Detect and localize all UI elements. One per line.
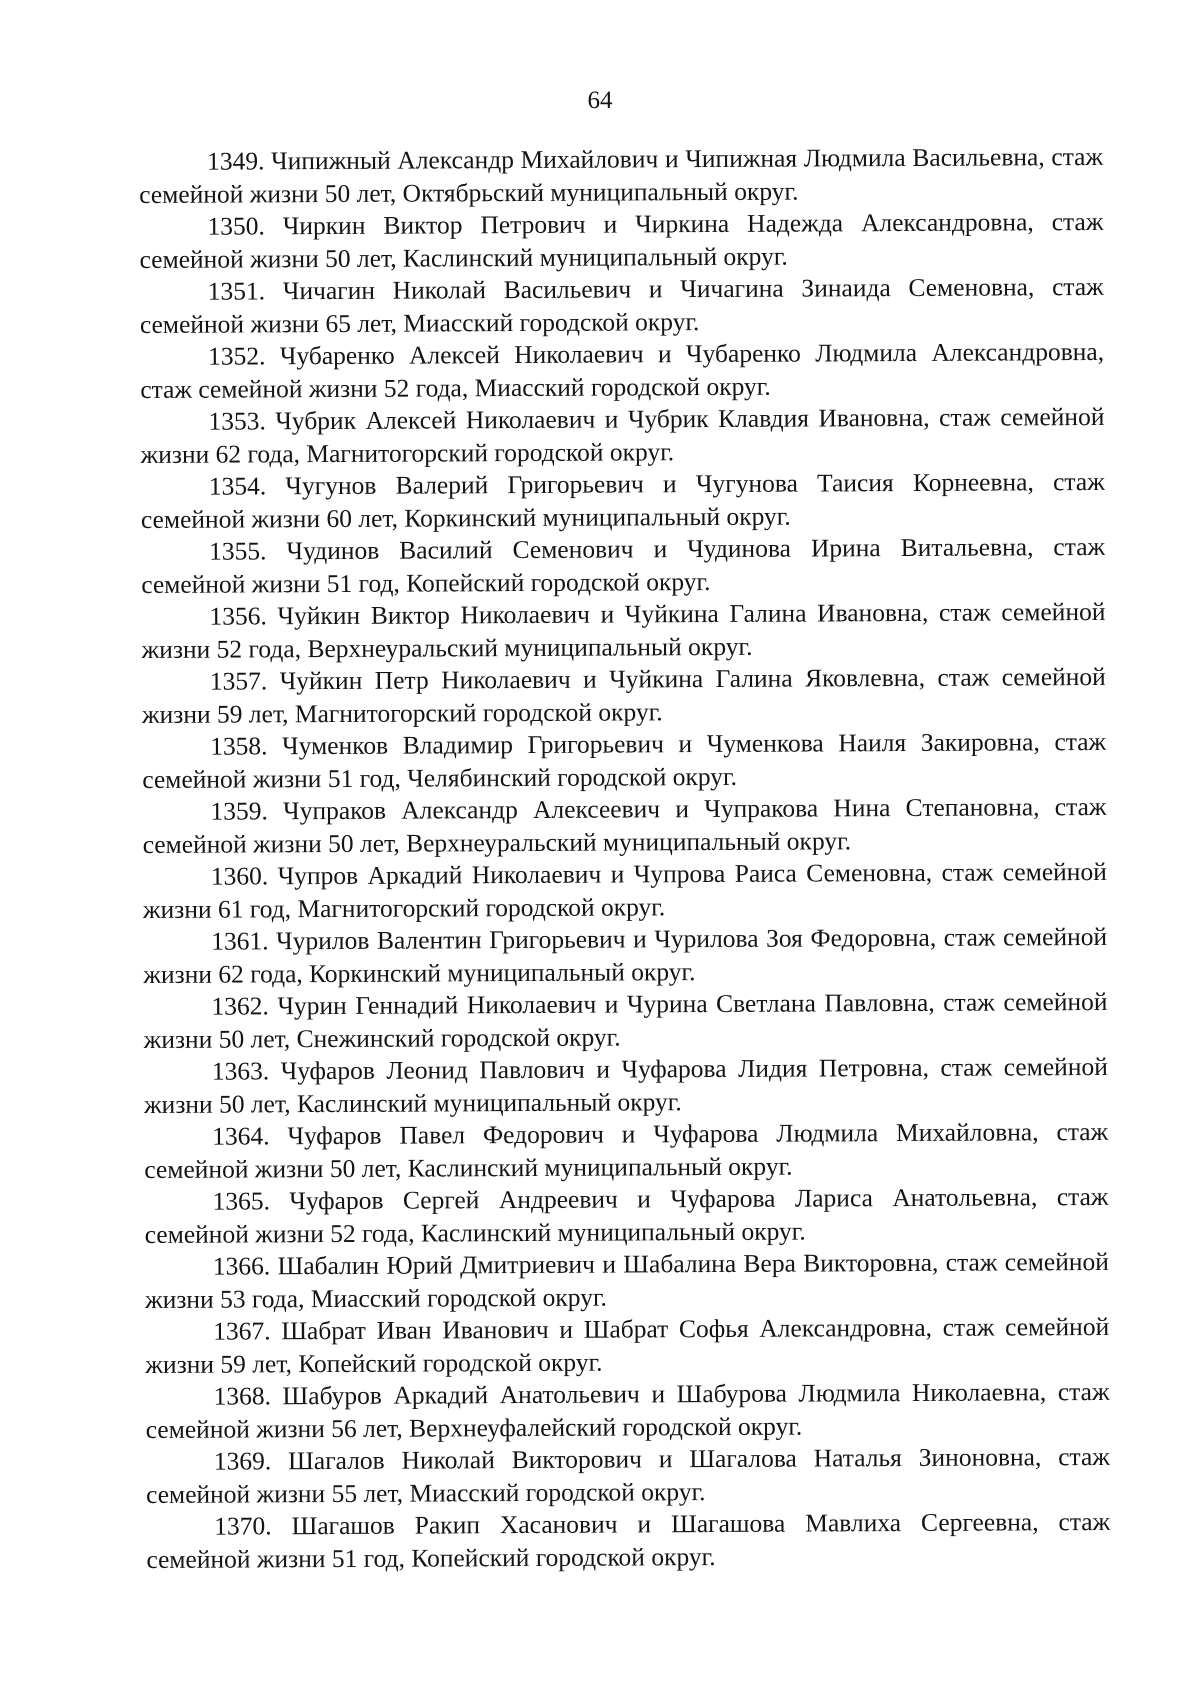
list-item: 1357. Чуйкин Петр Николаевич и Чуйкина Галина Яковлевна, стаж семейной жизни 59 лет, Магнитогорский городской округ. [141,661,1106,729]
list-item: 1350. Чиркин Виктор Петрович и Чиркина Надежда Александровна, стаж семейной жизни 50 лет, Каслинский муниципальный округ. [139,206,1104,274]
list-item: 1355. Чудинов Василий Семенович и Чудинова Ирина Витальевна, стаж семейной жизни 51 год, Копейский городской округ. [141,531,1106,599]
list-item: 1353. Чубрик Алексей Николаевич и Чубрик Клавдия Ивановна, стаж семейной жизни 62 года, Магнитогорский городской округ. [140,401,1105,469]
entry-list [139,141,1110,1576]
list-item: 1360. Чупров Аркадий Николаевич и Чупрова Раиса Семеновна, стаж семейной жизни 61 год, Магнитогорский городской округ. [142,856,1107,924]
list-item: 1369. Шагалов Николай Викторович и Шагалова Наталья Зиноновна, стаж семейной жизни 55 лет, Миасский городской округ. [145,1441,1110,1509]
list-item: 1366. Шабалин Юрий Дмитриевич и Шабалина Вера Викторовна, стаж семейной жизни 53 года, Миасский городской округ. [144,1246,1109,1314]
list-item: 1354. Чугунов Валерий Григорьевич и Чугунова Таисия Корнеевна, стаж семейной жизни 60 лет, Коркинский муниципальный округ. [140,466,1105,534]
list-item: 1361. Чурилов Валентин Григорьевич и Чурилова Зоя Федоровна, стаж семейной жизни 62 года, Коркинский муниципальный округ. [143,921,1108,989]
list-item: 1368. Шабуров Аркадий Анатольевич и Шабурова Людмила Николаевна, стаж семейной жизни 56 лет, Верхнеуфалейский городской округ. [145,1376,1110,1444]
list-item: 1351. Чичагин Николай Васильевич и Чичагина Зинаида Семеновна, стаж семейной жизни 65 лет, Миасский городской округ. [139,271,1104,339]
list-item: 1363. Чуфаров Леонид Павлович и Чуфарова Лидия Петровна, стаж семейной жизни 50 лет, Каслинский муниципальный округ. [143,1051,1108,1119]
page-number: 64 [587,87,613,114]
list-item: 1364. Чуфаров Павел Федорович и Чуфарова Людмила Михайловна, стаж семейной жизни 50 лет, Каслинский муниципальный округ. [144,1116,1109,1184]
list-item: 1358. Чуменков Владимир Григорьевич и Чуменкова Наиля Закировна, стаж семейной жизни 51 год, Челябинский городской округ. [142,726,1107,794]
list-item: 1352. Чубаренко Алексей Николаевич и Чубаренко Людмила Александровна, стаж семейной жизни 52 года, Миасский городской округ. [140,336,1105,404]
list-item: 1365. Чуфаров Сергей Андреевич и Чуфарова Лариса Анатольевна, стаж семейной жизни 52 года, Каслинский муниципальный округ. [144,1181,1109,1249]
list-item: 1359. Чупраков Александр Алексеевич и Чупракова Нина Степановна, стаж семейной жизни 50 лет, Верхнеуральский муниципальный округ. [142,791,1107,859]
list-item: 1367. Шабрат Иван Иванович и Шабрат Софья Александровна, стаж семейной жизни 59 лет, Копейский городской округ. [145,1311,1110,1379]
list-item: 1370. Шагашов Ракип Хасанович и Шагашова Мавлиха Сергеевна, стаж семейной жизни 51 год, Копейский городской округ. [146,1506,1111,1574]
list-item: 1349. Чипижный Александр Михайлович и Чипижная Людмила Васильевна, стаж семейной жизни 50 лет, Октябрьский муниципальный округ. [139,141,1104,209]
list-item: 1356. Чуйкин Виктор Николаевич и Чуйкина Галина Ивановна, стаж семейной жизни 52 года, Верхнеуральский муниципальный округ. [141,596,1106,664]
list-item: 1362. Чурин Геннадий Николаевич и Чурина Светлана Павловна, стаж семейной жизни 50 лет, Снежинский городской округ. [143,986,1108,1054]
